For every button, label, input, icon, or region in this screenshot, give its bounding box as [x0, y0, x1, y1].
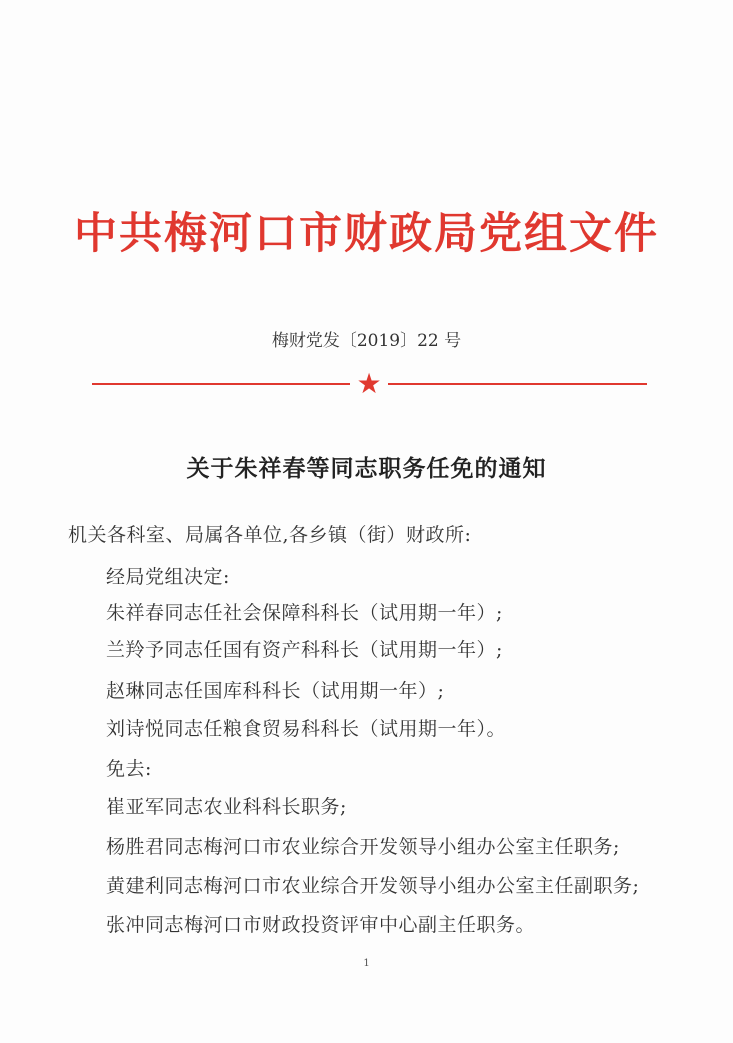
body-line: 朱祥春同志任社会保障科科长（试用期一年）; — [106, 602, 503, 624]
document-header-title: 中共梅河口市财政局党组文件 — [74, 209, 659, 259]
rule-line-right — [388, 383, 647, 385]
body-line: 免去: — [106, 758, 152, 780]
star-icon: ★ — [356, 367, 382, 400]
body-line: 黄建利同志梅河口市农业综合开发领导小组办公室主任副职务; — [106, 875, 640, 897]
page-number: 1 — [363, 958, 370, 969]
body-line: 赵琳同志任国库科科长（试用期一年）; — [106, 680, 445, 702]
red-rule-divider — [92, 367, 647, 400]
body-line: 杨胜君同志梅河口市农业综合开发领导小组办公室主任职务; — [106, 836, 620, 858]
body-line: 崔亚军同志农业科科长职务; — [106, 796, 347, 818]
body-line: 张冲同志梅河口市财政投资评审中心副主任职务。 — [106, 914, 536, 936]
body-line: 刘诗悦同志任粮食贸易科科长（试用期一年）。 — [106, 718, 507, 740]
notice-title: 关于朱祥春等同志职务任免的通知 — [186, 455, 547, 482]
rule-line-left — [92, 383, 350, 385]
body-line: 兰羚予同志任国有资产科科长（试用期一年）; — [106, 639, 503, 661]
body-line: 经局党组决定: — [106, 566, 230, 588]
addressee-line: 机关各科室、局属各单位,各乡镇（街）财政所: — [68, 524, 472, 546]
document-number: 梅财党发〔2019〕22 号 — [271, 331, 462, 351]
